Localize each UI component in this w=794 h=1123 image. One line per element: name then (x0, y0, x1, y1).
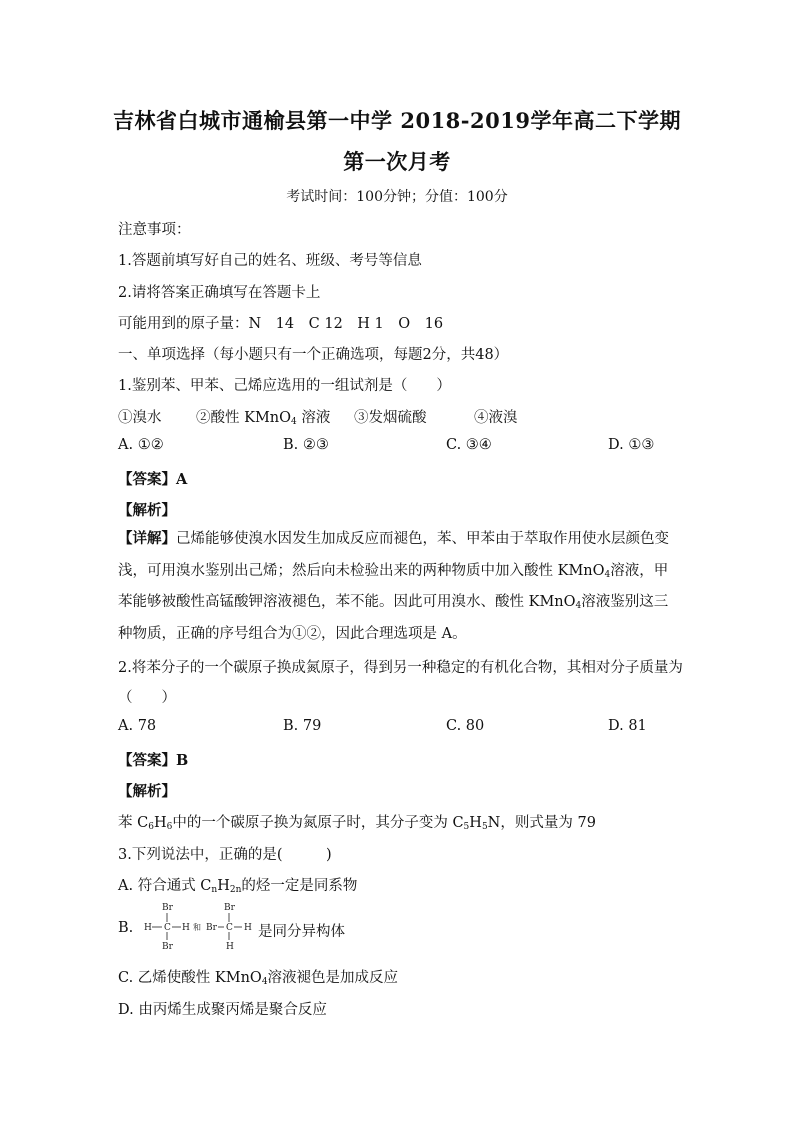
q1-option-b: B. ②③ (283, 437, 329, 453)
mol-left-h-right: H (182, 923, 190, 933)
q3-option-a (118, 874, 357, 895)
q3-option-a-sub-2: 2n (229, 885, 242, 895)
q2-option-b: B. 79 (283, 718, 322, 734)
q1-detail (118, 523, 678, 650)
notes-item-1: 1.答题前填写好自己的姓名、班级、考号等信息 (118, 253, 422, 269)
q1-reagent-4: ④液溴 (474, 410, 518, 426)
q1-detail-text-2: 溶液，甲苯能够被酸性高锰酸钾溶液褪色，苯不能。因此可用溴水、酸性 KMnO (118, 562, 669, 610)
q1-detail-label: 【详解】 (118, 530, 176, 547)
q3-option-c-text: C. 乙烯使酸性 KMnO (118, 970, 262, 986)
molecule-left (144, 903, 190, 952)
q1-analysis-label: 【解析】 (118, 502, 176, 519)
q3-option-c (118, 966, 398, 987)
q2-exp-1: 苯 C (118, 815, 149, 831)
q3-option-c-sub: 4 (261, 977, 268, 987)
mol-right-br-left: Br (206, 923, 217, 933)
q1-answer: 【答案】A (118, 471, 188, 488)
q1-detail-sub-1: 4 (604, 569, 611, 580)
q2-exp-5: N，则式量为 79 (487, 815, 596, 831)
q2-exp-sub-1: 6 (148, 822, 154, 832)
q1-reagent-3: ③发烟硫酸 (354, 410, 427, 426)
q1-detail-sub-2: 4 (575, 601, 582, 611)
mol-right-c: C (226, 923, 233, 933)
molecule-right (206, 903, 252, 952)
mol-left-br-bottom: Br (162, 942, 173, 952)
q3-stem: 3.下列说法中，正确的是( ) (118, 847, 332, 863)
notes-heading: 注意事项： (118, 222, 191, 238)
mol-right-br-top: Br (224, 903, 235, 913)
q2-stem-line1: 2.将苯分子的一个碳原子换成氮原子，得到另一种稳定的有机化合物，其相对分子质量为 (118, 660, 683, 676)
exam-title-line2: 第一次月考 (343, 149, 451, 174)
q1-detail-text-3: 溶液鉴别这三种物质，正确的序号组合为①②，因此合理选项是 A。 (118, 594, 669, 642)
q2-exp-sub-3: 5 (463, 822, 470, 832)
q3-option-b-text: 是同分异构体 (258, 924, 345, 940)
q2-analysis-label: 【解析】 (118, 783, 176, 800)
q2-stem-line2: （ ） (118, 690, 176, 706)
q2-option-d: D. 81 (608, 718, 647, 734)
exam-info: 考试时间：100分钟；分值：100分 (286, 189, 508, 205)
q1-reagent-2 (196, 406, 330, 427)
q1-reagent-2-post: 溶液 (296, 410, 331, 426)
mol-right-h-right: H (244, 923, 252, 933)
q3-option-d: D. 由丙烯生成聚丙烯是聚合反应 (118, 1002, 327, 1018)
q3-option-a-sub-1: n (211, 885, 218, 895)
q1-reagent-2-sub: 4 (291, 417, 297, 427)
section-heading: 一、单项选择（每小题只有一个正确选项，每题2分，共48） (118, 347, 509, 363)
q3-option-a-text: A. 符合通式 C (118, 878, 212, 894)
q2-exp-4: H (469, 815, 482, 831)
q1-reagent-2-text: ②酸性 KMnO (196, 410, 292, 426)
q2-exp-sub-4: 5 (481, 822, 488, 832)
q2-exp-3: 中的一个碳原子换为氮原子时，其分子变为 C (172, 815, 464, 831)
q3-molecule-figure (140, 900, 258, 952)
q2-option-c: C. 80 (446, 718, 485, 734)
mol-left-c: C (164, 923, 171, 933)
q2-exp-sub-2: 6 (166, 822, 173, 832)
notes-item-2: 2.请将答案正确填写在答题卡上 (118, 285, 321, 301)
q1-reagent-1: ①溴水 (118, 410, 162, 426)
atomic-mass-line: 可能用到的原子量：N 14 C 12 H 1 O 16 (118, 316, 444, 332)
q3-option-a-h: H (217, 878, 230, 894)
q1-option-a: A. ①② (118, 437, 164, 453)
q2-option-a: A. 78 (118, 718, 157, 734)
q1-stem: 1.鉴别苯、甲苯、己烯应选用的一组试剂是（ ） (118, 378, 451, 394)
mol-and: 和 (193, 923, 201, 932)
q3-option-a-post: 的烃一定是同系物 (241, 878, 358, 894)
q2-answer: 【答案】B (118, 752, 189, 769)
q1-detail-text-1: 己烯能够使溴水因发生加成反应而褪色，苯、甲苯由于萃取作用使水层颜色变浅，可用溴水鉴别出己烯；然后向未检验出来的两种物质中加入酸性 KMnO (118, 531, 669, 579)
mol-left-br-top: Br (162, 903, 173, 913)
q1-option-d: D. ①③ (608, 437, 655, 453)
q3-option-c-post: 溶液褪色是加成反应 (267, 970, 399, 986)
q3-option-b-label: B. (118, 920, 134, 936)
mol-left-h-left: H (144, 923, 152, 933)
q1-option-c: C. ③④ (446, 437, 492, 453)
mol-right-h-bottom: H (226, 942, 234, 952)
exam-title-line1: 吉林省白城市通榆县第一中学 2018-2019学年高二下学期 (113, 108, 681, 133)
q2-explanation (118, 811, 596, 832)
q2-exp-2: H (153, 815, 167, 831)
